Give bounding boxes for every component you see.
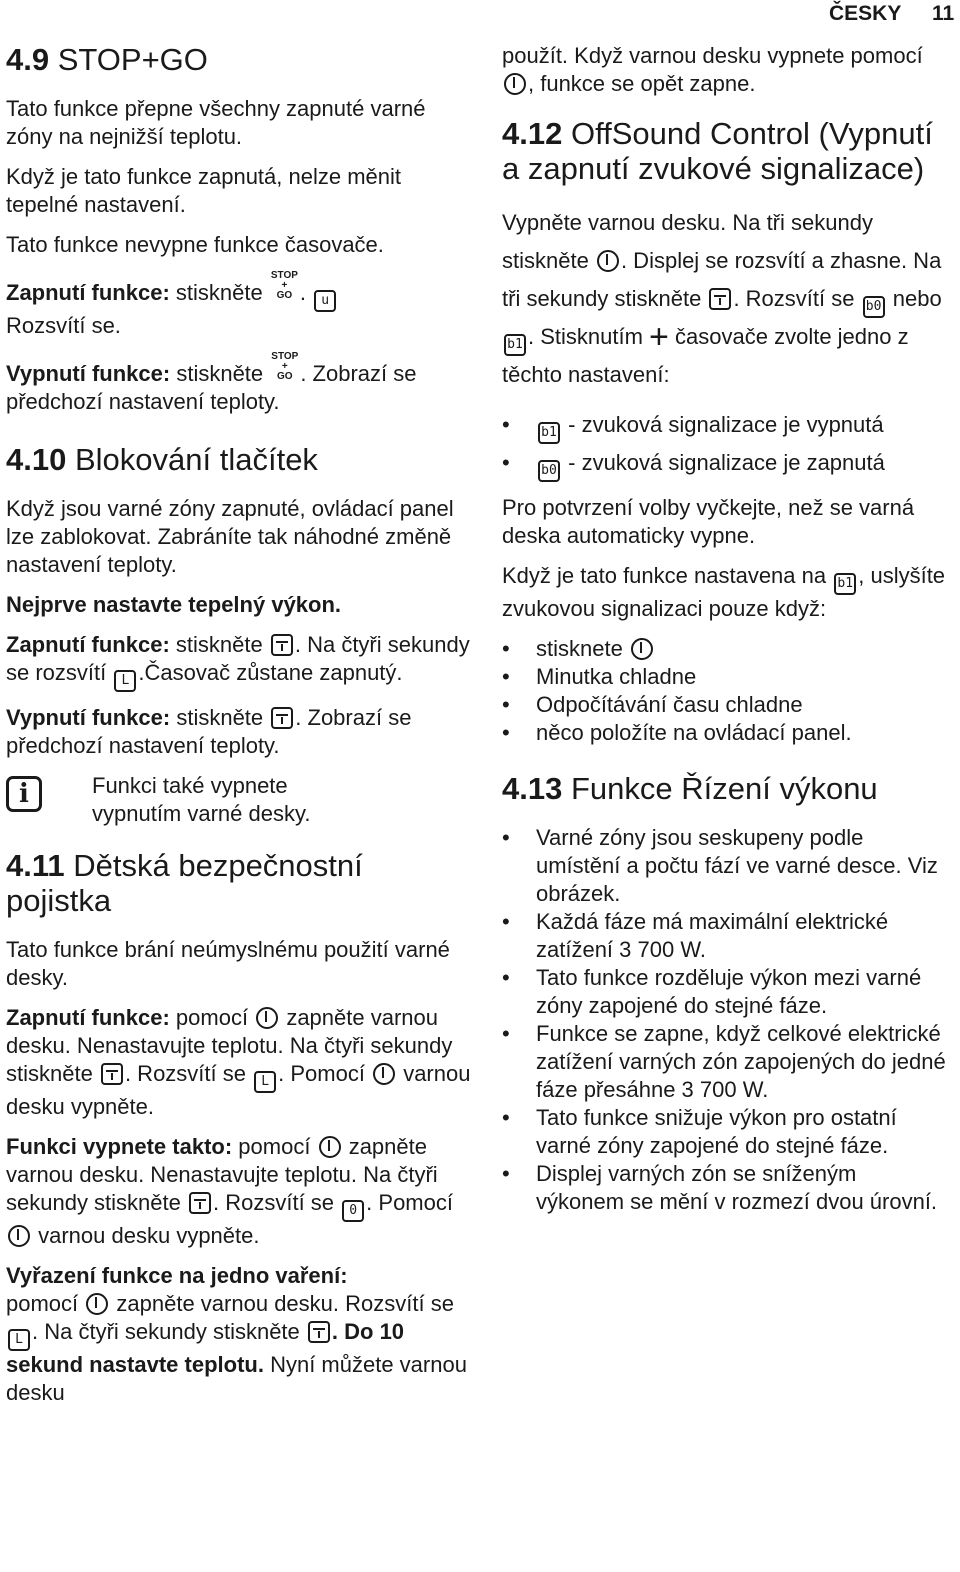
list-item [502,635,947,663]
section-number: 4.11 [6,848,65,883]
lock-key-icon [308,1321,330,1343]
lock-key-icon [101,1063,123,1085]
paragraph: Tato funkce nevypne funkce časovače. [6,232,384,257]
text: pomocí [238,1134,311,1159]
text-bold: . Do 10 sekund nastavte teplotu. [6,1319,405,1377]
text: - zvuková signalizace je vypnutá [568,412,884,437]
header-language: ČESKY [829,2,902,25]
section-4-12-heading [502,116,947,186]
text: pomocí [6,1291,79,1316]
list-item: • Displej varných zón se sníženým výkonem se mění v rozmezí dvou úrovní. [502,1160,947,1216]
instruction-label: Zapnutí funkce: [6,280,170,305]
power-icon [319,1136,341,1158]
page-number: 11 [932,2,955,25]
text: časovače zvolte jedno z těchto nastavení: [502,324,909,387]
text: zapněte varnou desku. Rozsvítí se [116,1291,454,1316]
child-lock-override-continued [502,42,947,98]
text: . Pomocí [278,1061,365,1086]
text: stiskněte [175,280,263,305]
paragraph: Tato funkce brání neúmyslnému použití varné desky. [6,937,450,990]
power-icon [8,1225,30,1247]
child-lock-override-instruction [6,1262,471,1407]
list-item: • Odpočítávání času chladne [502,691,947,719]
power-icon [373,1063,395,1085]
text: , uslyšíte zvukovou signalizaci pouze když: [502,563,946,621]
section-title: Dětská bezpečnostní pojistka [6,848,363,918]
text: Když je tato funkce nastavena na [502,563,827,588]
power-management-list [502,824,947,1216]
list-item: • Minutka chladne [502,663,947,691]
text: pomocí [175,1005,249,1030]
text: . Zobrazí se předchozí nastavení teploty. [6,705,412,758]
section-4-9-heading [6,42,471,77]
section-number: 4.12 [502,116,563,151]
section-4-11-heading [6,848,471,918]
list-item [502,406,947,444]
display-0-icon: 0 [342,1200,364,1222]
display-b1-icon: b1 [834,573,856,595]
child-lock-off-instruction [6,1133,471,1250]
text: . Rozsvítí se [733,286,855,311]
text: . Na čtyři sekundy se rozsvítí [6,632,470,685]
instruction-label: Zapnutí funkce: [6,1005,170,1030]
display-b0-icon: b0 [538,460,560,482]
section-title: OffSound Control (Vypnutí a zapnutí zvukové signalizace) [502,116,933,186]
display-l-icon: L [114,670,136,692]
list-item: • Tato funkce rozděluje výkon mezi varné zóny zapojené do stejné fáze. [502,964,947,1020]
text: varnou desku vypněte. [6,1061,471,1119]
lock-key-icon [709,288,731,310]
instruction-label: Zapnutí funkce: [6,632,170,657]
text: . Displej se rozsvítí a zhasne. Na tři sekundy stiskněte [502,248,942,311]
section-number: 4.10 [6,442,67,477]
instruction-label: Vyřazení funkce na jedno vaření: [6,1263,348,1288]
list-item: • Varné zóny jsou seskupeny podle umístění a počtu fází ve varné desce. Viz obrázek. [502,824,947,908]
text: - zvuková signalizace je zapnutá [568,450,885,475]
lock-key-icon [271,634,293,656]
lock-key-icon [189,1192,211,1214]
lock-off-instruction [6,704,471,760]
display-b1-icon: b1 [538,422,560,444]
section-title: Blokování tlačítek [74,442,318,477]
list-item: • Funkce se zapne, když celkové elektrické zatížení varných zón zapojených do jedné fáze přesáhne 3 700 W. [502,1020,947,1104]
stopgo-off-instruction [6,352,471,416]
instruction-label: Vypnutí funkce: [6,705,171,730]
section-title: Funkce Řízení výkonu [570,771,878,806]
text: . Na čtyři sekundy stiskněte [32,1319,300,1344]
text: stiskněte [175,632,263,657]
lock-on-instruction [6,631,471,692]
text: Vypněte varnou desku. Na tři sekundy stiskněte [502,210,873,273]
paragraph [502,562,947,623]
text: nebo [892,286,942,311]
display-b0-icon: b0 [863,296,885,318]
section-4-10-heading [6,442,471,477]
paragraph: Pro potvrzení volby vyčkejte, než se varná deska automaticky vypne. [502,495,915,548]
text: , funkce se opět zapne. [528,71,756,96]
text: zapněte varnou desku. Nenastavujte teplotu. Na čtyři sekundy stiskněte [6,1005,453,1086]
text: Rozsvítí se. [6,313,121,338]
lock-key-icon [271,707,293,729]
sound-options-list [502,406,947,482]
text: . Zobrazí se předchozí nastavení teploty. [6,361,417,414]
paragraph: Když jsou varné zóny zapnuté, ovládací panel lze zablokovat. Zabráníte tak náhodné změně nastavení teploty. [6,496,454,577]
stop-go-icon: STOP + GO [271,351,299,382]
text: .Časovač zůstane zapnutý. [138,660,403,685]
list-item: • Každá fáze má maximální elektrické zatížení 3 700 W. [502,908,947,964]
display-l-icon: L [254,1071,276,1093]
power-icon [597,250,619,272]
power-icon [86,1293,108,1315]
sound-conditions-list [502,635,947,747]
section-4-13-heading [502,771,947,806]
text: varnou desku vypněte. [38,1223,260,1248]
paragraph: Tato funkce přepne všechny zapnuté varné zóny na nejnižší teplotu. [6,96,426,149]
section-number: 4.9 [6,42,50,77]
offsound-instruction [502,204,947,394]
text: zapněte varnou desku. Nenastavujte teplotu. Na čtyři sekundy stiskněte [6,1134,438,1215]
list-item: • něco položíte na ovládací panel. [502,719,947,747]
left-column [6,42,471,1419]
plus-icon: + [649,318,669,356]
instruction-label: Funkci vypnete takto: [6,1134,233,1159]
section-title: STOP+GO [57,42,208,77]
paragraph: Když je tato funkce zapnutá, nelze měnit tepelné nastavení. [6,164,402,217]
text: stisknete [536,636,623,661]
child-lock-on-instruction [6,1004,471,1121]
instruction-label: Vypnutí funkce: [6,361,171,386]
list-item [502,444,947,482]
display-u-icon: u [314,290,336,312]
display-l-icon: L [8,1329,30,1351]
text: . Pomocí [366,1190,453,1215]
text: Nyní můžete varnou desku [6,1352,467,1405]
stopgo-on-instruction [6,271,471,340]
info-note [6,772,471,828]
text: . Stisknutím [528,324,643,349]
text: . [299,280,307,305]
info-text: Funkci také vypnete vypnutím varné desky. [92,773,311,826]
section-number: 4.13 [502,771,563,806]
text: stiskněte [176,705,264,730]
info-icon: i [6,776,42,812]
text: . Rozsvítí se [213,1190,335,1215]
text: použít. Když varnou desku vypnete pomocí [502,43,923,68]
text: stiskněte [176,361,264,386]
power-icon [256,1007,278,1029]
stop-go-icon: STOP + GO [270,270,298,301]
power-icon [504,73,526,95]
text: . Rozsvítí se [124,1061,246,1086]
list-item: • Tato funkce snižuje výkon pro ostatní varné zóny zapojené do stejné fáze. [502,1104,947,1160]
power-icon [631,638,653,660]
display-b1-icon: b1 [504,334,526,356]
right-column [502,42,947,1228]
paragraph-bold: Nejprve nastavte tepelný výkon. [6,592,342,617]
